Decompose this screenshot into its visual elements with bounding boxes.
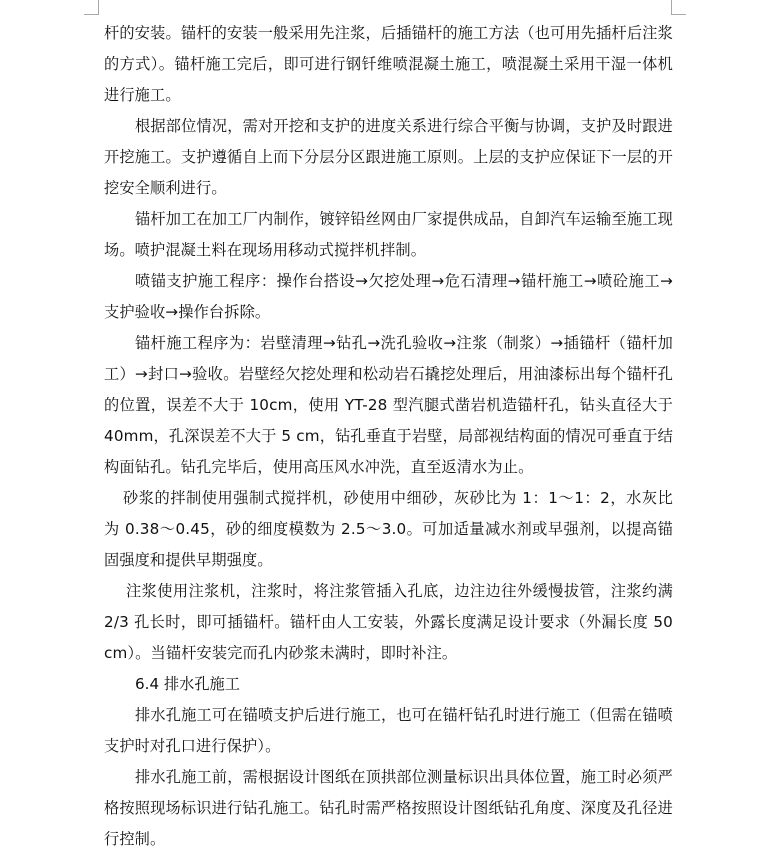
- paragraph-anchor-processing: 锚杆加工在加工厂内制作，镀锌铅丝网由厂家提供成品，自卸汽车运输至施工现场。喷护混凝土料在现场用移动式搅拌机拌制。: [104, 210, 673, 259]
- document-body: [104, 18, 673, 855]
- paragraph-shotcrete-procedure: 喷锚支护施工程序：操作台搭设→欠挖处理→危石清理→锚杆施工→喷砼施工→支护验收→操作台拆除。: [104, 272, 673, 321]
- page-corner-mark-left: [84, 0, 99, 15]
- page-corner-mark-right: [671, 0, 686, 15]
- paragraph-anchor-installation: 杆的安装。锚杆的安装一般采用先注浆，后插锚杆的施工方法（也可用先插杆后注浆的方式）。锚杆施工完后，即可进行钢钎维喷混凝土施工，喷混凝土采用干湿一体机进行施工。: [104, 24, 673, 104]
- paragraph-support-sequence: 根据部位情况，需对开挖和支护的进度关系进行综合平衡与协调，支护及时跟进开挖施工。支护遵循自上而下分层分区跟进施工原则。上层的支护应保证下一层的开挖安全顺利进行。: [104, 117, 673, 197]
- section-heading-drainage-hole: 6.4 排水孔施工: [135, 675, 240, 693]
- paragraph-grouting: 注浆使用注浆机，注浆时，将注浆管插入孔底，边注边往外缓慢拔管，注浆约满 2/3 孔长时，即可插锚杆。锚杆由人工安装，外露长度满足设计要求（外漏长度 50cm）。当锚杆安装完而孔内砂浆未满时，即时补注。: [104, 582, 673, 662]
- paragraph-mortar-mixing: 砂浆的拌制使用强制式搅拌机，砂使用中细砂，灰砂比为 1：1～1：2，水灰比为 0.38～0.45，砂的细度模数为 2.5～3.0。可加适量减水剂或早强剂，以提高锚固强度和提供早期强度。: [104, 489, 673, 569]
- paragraph-anchor-procedure: 锚杆施工程序为：岩壁清理→钻孔→洗孔验收→注浆（制浆）→插锚杆（锚杆加工）→封口→验收。岩壁经欠挖处理和松动岩石撬挖处理后，用油漆标出每个锚杆孔的位置，误差不大于 10cm，使用 YT-28 型汽腿式凿岩机造锚杆孔，钻头直径大于 40mm，孔深误差不大于 5 cm，钻孔垂直于岩壁，局部视结构面的情况可垂直于结构面钻孔。钻孔完毕后，使用高压风水冲洗，直至返清水为止。: [104, 334, 673, 476]
- paragraph-drainage-timing: 排水孔施工可在锚喷支护后进行施工，也可在锚杆钻孔时进行施工（但需在锚喷支护时对孔口进行保护）。: [104, 706, 673, 755]
- paragraph-drainage-marking: 排水孔施工前，需根据设计图纸在顶拱部位测量标识出具体位置，施工时必须严格按照现场标识进行钻孔施工。钻孔时需严格按照设计图纸钻孔角度、深度及孔径进行控制。: [104, 768, 673, 848]
